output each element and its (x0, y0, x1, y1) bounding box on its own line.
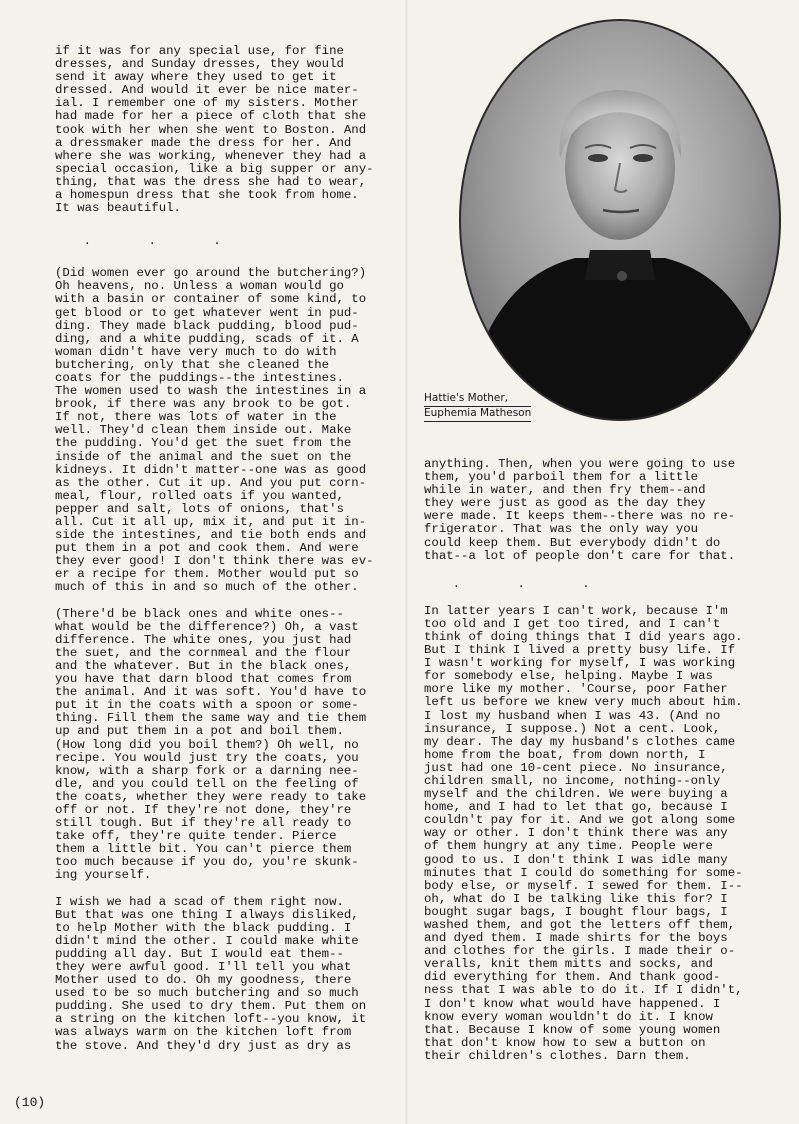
right-paragraph-2: In latter years I can't work, because I'm too old and I get too tired, and I can't think of doing things that I did years ago. But I think I lived a pretty busy life. If I wasn't working for myself, I was working for somebody else, helping. Maybe I was more like my mother. 'Course, poor Father left us before we knew very much about him. I lost my husband when I was 43. (And no insurance, I suppose.) Not a cent. Look, my dear. The day my husband's clothes came home from the boat, from down north, I just had one 10-cent piece. No insurance, children small, no income, nothing--only myself and the children. We were buying a home, and I had to let that go, because I couldn't pay for it. And we got along some way or other. I don't think there was any of them hungry at any time. People were good to us. I don't think I was idle many minutes that I could do something for some- body else, or myself. I sewed for them. I-- oh, what do I be talking like this for? I bought sugar bags, I bought flour bags, I washed them, and got the letters off them, and dyed them. I made shirts for the boys and clothes for the girls. I made their o- veralls, knit them mitts and socks, and did everything for them. And thank good- ness that I was able to do it. If I didn't, I don't know what would have happened. I know every woman wouldn't do it. I know that. Because I know of some young women that don't know how to sew a button on their children's clothes. Darn them. (424, 603, 743, 1063)
caption-line-1: Hattie's Mother, (424, 392, 531, 407)
caption-line-2: Euphemia Matheson (424, 407, 531, 422)
left-paragraph-2: (Did women ever go around the butchering?) Oh heavens, no. Unless a woman would go with a basin or container of some kind, to get blood or to get whatever went in pud- ding. They made black pudding, blood pud- ding, and a white pudding, scads of it. A woman didn't have very much to do with butchering, only that she cleaned the coats for the puddings--the intestines. The women used to wash the intestines in a brook, if there was any brook to be got. If not, there was lots of water in the well. They'd clean them inside out. Make the pudding. You'd get the suet from the inside of the animal and the suet on the kidneys. It didn't matter--one was as good as the other. Cut it up. And you put corn- meal, flour, rolled oats if you wanted, pepper and salt, lots of onions, that's all. Cut it all up, mix it, and put it in- side the intestines, and tie both ends and put them in a pot and cook them. And were they ever good! I don't think there was ev- er a recipe for them. Mother would put so much of this in and so much of the other. (55, 266, 374, 595)
page-fold (405, 0, 408, 1124)
left-paragraph-1: if it was for any special use, for fine dresses, and Sunday dresses, they would send it away where they used to get it dressed. And would it ever be nice mater- ial. I remember one of my sisters. Mother had made for her a piece of cloth that she took with her when she went to Boston. And a dressmaker made the dress for her. And where she was working, whenever they had a special occasion, like a big supper or any- thing, that was the dress she had to wear, a homespun dress that she took from home. It was beautiful. (55, 44, 374, 216)
portrait-photo (455, 18, 785, 423)
left-paragraph-4: I wish we had a scad of them right now. But that was one thing I always disliked, to help Mother with the black pudding. I didn't mind the other. I could make white pudding all day. But I would eat them-- they were awful good. I'll tell you what Mother used to do. Oh my goodness, there used to be so much butchering and so much pudding. She used to dry them. Put them on a string on the kitchen loft--you know, it was always warm on the kitchen loft from the stove. And they'd dry just as dry as (55, 894, 367, 1053)
photo-caption (424, 392, 531, 422)
right-column (424, 458, 774, 1063)
page-number: (10) (14, 1095, 46, 1110)
right-paragraph-1: anything. Then, when you were going to use them, you'd parboil them for a little while in water, and then fry them--and they were just as good as the day they were made. It keeps them--there was no re- frigerator. That was the only way you could keep them. But everybody didn't do that--a lot of people don't care for that. (424, 457, 736, 563)
left-paragraph-3: (There'd be black ones and white ones-- what would be the difference?) Oh, a vast difference. The white ones, you just had the suet, and the cornmeal and the flour and the whatever. But in the black ones, you have that darn blood that comes from the animal. And it was soft. You'd have to put it in the coats with a spoon or some- thing. Fill them the same way and tie them up and put them in a pot and boil them. (How long did you boil them?) Oh well, no recipe. You would just try the coats, you know, with a sharp fork or a darning nee- dle, and you could tell on the feeling of the coats, whether they were ready to take off or not. If they're not done, they're still tough. But if they're all ready to take off, they're quite tender. Pierce them a little bit. You can't pierce them too much because if you do, you're skunk- ing yourself. (55, 606, 367, 883)
section-separator-left: . . . (55, 234, 221, 249)
section-separator-right: . . . (424, 576, 590, 591)
left-column (55, 45, 405, 1053)
